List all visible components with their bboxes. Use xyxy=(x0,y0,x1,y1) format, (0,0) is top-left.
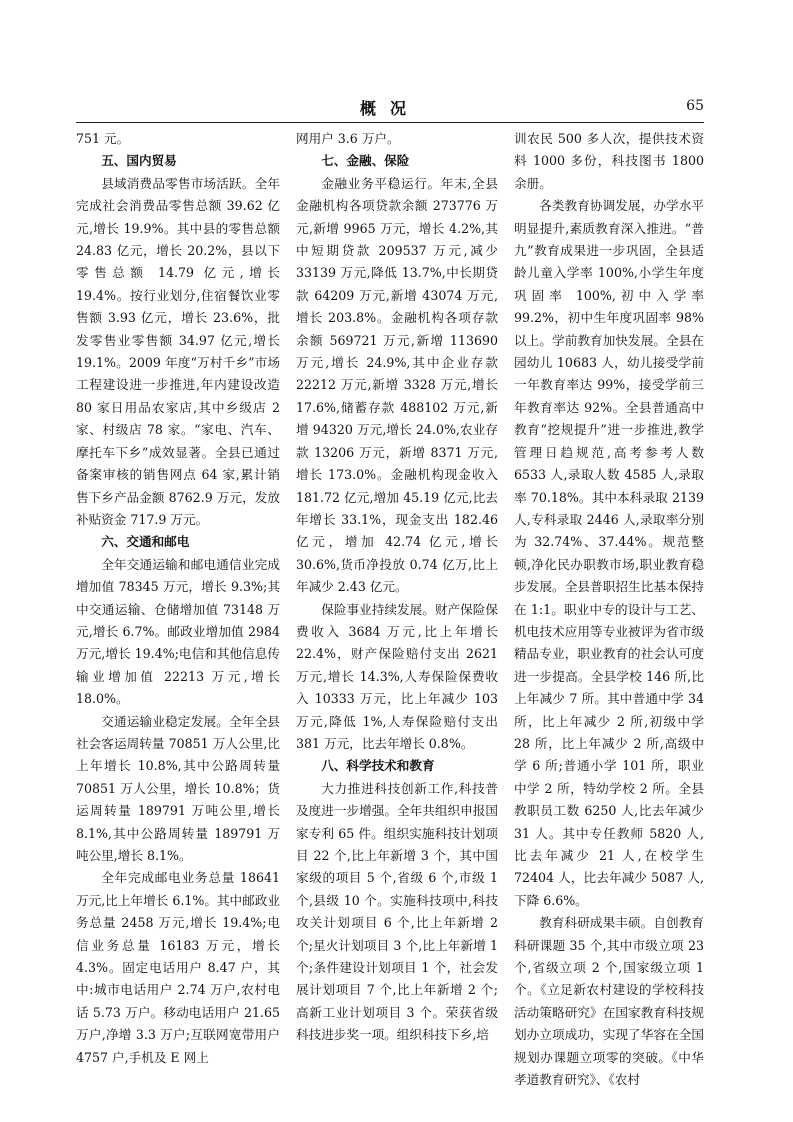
paragraph: 各类教育协调发展，办学水平明显提升,素质教育深入推进。“普九”教育成果进一步巩固，全县适龄儿童入学率 100%,小学生年度巩固率 100%,初中入学率 99.2%，初中生年度巩固率 98%以上。学前教育加快发展。全县在园幼儿 10683 人，幼儿接受学前一年教育率达 99%，接受学前三年教育率达 92%。全县普通高中教育“挖规提升”进一步推进,教学管理日趋规范,高考参考人数 6533 人,录取人数 4585 人,录取率 70.18%。其中本科录取 2139 人,专科录取 2446 人,录取率分别为 32.74%、37.44%。规范整顿,净化民办职教市场,职业教育稳步发展。全县普职招生比基本保持在 1:1。职业中专的设计与工艺、机电技术应用等专业被评为省市级精品专业，职业教育的社会认可度进一步提高。全县学校 146 所,比上年减少 7 所。其中普通中学 34 所，比上年减少 2 所,初级中学 28 所，比上年减少 2 所,高级中学 6 所;普通小学 101 所，职业中学 2 所，特幼学校 2 所。全县教职员工数 6250 人,比去年减少 31 人。其中专任教师 5820 人,比去年减少 21 人,在校学生 72404 人，比去年减少 5087 人,下降 6.6%。 xyxy=(514,198,704,908)
paragraph: 训农民 500 多人次，提供技术资料 1000 多份，科技图书 1800 余册。 xyxy=(514,131,704,191)
running-header xyxy=(76,96,704,122)
section-heading: 六、交通和邮电 xyxy=(101,534,190,550)
paragraph: 金融业务平稳运行。年末,全县金融机构各项贷款余额 273776 万元,新增 9965 万元，增长 4.2%,其中短期贷款 209537 万元,减少 33139 万元,降低 13.7%,中长期贷款 64209 万元,新增 43074 万元,增长 203.8%。金融机构各项存款余额 569721 万元,新增 113690 万元,增长 24.9%,其中企业存款 22212 万元,新增 3328 万元,增长 17.6%,储蓄存款 488102 万元,新增 94320 万元,增长 24.0%,农业存款 13206 万元，新增 8371 万元,增长 173.0%。金融机构现金收入 181.72 亿元,增加 45.19 亿元,比去年增长 33.1%，现金支出 182.46 亿元，增加 42.74 亿元,增长 30.6%,货币净投放 0.74 亿万,比上年减少 2.43 亿元。 xyxy=(296,175,498,595)
paragraph: 网用户 3.6 万户。 xyxy=(296,131,400,146)
paragraph: 全年交通运输和邮电通信业完成增加值 78345 万元，增长 9.3%;其中交通运输、仓储增加值 73148 万元,增长 6.7%。邮政业增加值 2984 万元,增长 19.4%;电信和其他信息传输业增加值 22213 万元,增长 18.0%。 xyxy=(76,556,280,707)
section-heading: 七、金融、保险 xyxy=(321,153,410,169)
text-column-1 xyxy=(76,128,280,1065)
text-column-3 xyxy=(514,128,704,1088)
paragraph: 交通运输业稳定发展。全年全县社会客运周转量 70851 万人公里,比上年增长 10.8%,其中公路周转量 70851 万人公里，增长 10.8%；货运周转量 189791 万吨公里,增长 8.1%,其中公路周转量 189791 万吨公里,增长 8.1%。 xyxy=(76,713,280,863)
paragraph: 大力推进科技创新工作,科技普及度进一步增强。全年共组织申报国家专利 65 件。组织实施科技计划项目 22 个,比上年新增 3 个，其中国家级的项目 5 个,省级 6 个,市级 1 个,县级 10 个。实施科技项中,科技攻关计划项目 6 个,比上年新增 2 个;星火计划项目 3 个,比上年新增 1 个;条件建设计划项目 1 个，社会发展计划项目 7 个,比上年新增 2 个;高新工业计划项目 3 个。荣获省级科技进步奖一项。组织科技下乡,培 xyxy=(296,780,498,1043)
page-number: 65 xyxy=(686,98,704,114)
text-column-2 xyxy=(296,128,498,1048)
header-title: 概况 xyxy=(359,99,420,118)
section-heading: 八、科学技术和教育 xyxy=(321,758,435,774)
paragraph: 751 元。 xyxy=(76,131,130,146)
paragraph: 教育科研成果丰硕。自创教育科研课题 35 个,其中市级立项 23 个,省级立项 2 个,国家级立项 1 个。《立足新农村建设的学校科技活动策略研究》在国家教育科技规划办立项成功，实现了华容在全国规划办课题立项零的突破。《中华孝道教育研究》、《农村 xyxy=(514,915,704,1088)
paragraph: 全年完成邮电业务总量 18641 万元,比上年增长 6.1%。其中邮政业务总量 2458 万元,增长 19.4%;电信业务总量 16183 万元，增长 4.3%。固定电话用户 8.47 户，其中:城市电话用户 2.74 万户,农村电话 5.73 万户。移动电话用户 21.65 万户,净增 3.3 万户;互联网宽带用户 4757 户,手机及 E 网上 xyxy=(76,870,280,1065)
paragraph: 县域消费品零售市场活跃。全年完成社会消费品零售总额 39.62 亿元,增长 19.9%。其中县的零售总额 24.83 亿元，增长 20.2%，县以下零售总额 14.79 亿元,增长 19.4%。按行业划分,住宿餐饮业零售额 3.93 亿元，增长 23.6%，批发零售业零售额 34.97 亿元,增长 19.1%。2009 年度“万村千乡”市场工程建设进一步推进,年内建设改造 80 家日用品农家店,其中乡级店 2 家、村级店 78 家。“家电、汽车、摩托车下乡”成效显著。全县已通过备案审核的销售网点 64 家,累计销售下乡产品金额 8762.9 万元，发放补贴资金 717.9 万元。 xyxy=(76,175,280,527)
section-heading: 五、国内贸易 xyxy=(101,153,177,169)
paragraph: 保险事业持续发展。财产保险保费收入 3684 万元,比上年增长 22.4%，财产保险赔付支出 2621 万元,增长 14.3%,人寿保险保费收入 10333 万元，比上年减少 103 万元,降低 1%,人寿保险赔付支出 381 万元，比去年增长 0.8%。 xyxy=(296,601,498,751)
header-rule xyxy=(76,122,704,123)
